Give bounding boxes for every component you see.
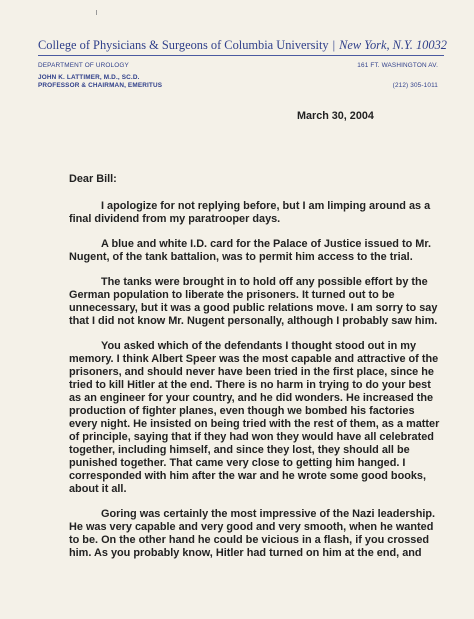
person-title: PROFESSOR & CHAIRMAN, EMERITUS [38,82,163,89]
letterhead-separator: | [332,38,336,52]
paragraph-3: The tanks were brought in to hold off any possible effort by the German population to liberate the prisoners. It turned out to be unnecessary, but it was a good public relations move. I am sorry to say that I did not know Mr. Nugent personally, although I probably saw him. [69,276,438,327]
street-address: 161 FT. WASHINGTON AV. [357,62,438,69]
letter-date: March 30, 2004 [297,110,374,122]
letterhead [38,38,447,53]
paragraph-2: A blue and white I.D. card for the Palace of Justice issued to Mr. Nugent, of the tank battalion, was to permit him access to the trial. [69,238,432,263]
scan-mark [96,10,97,15]
phone-number: (212) 305-1011 [392,81,438,89]
paragraph-4: You asked which of the defendants I thought stood out in my memory. I think Albert Speer was the most capable and attractive of the prisoners, and should never have been tried in the first place, since he tried to kill Hitler at the end. There is no harm in trying to do your best as an engineer for your country, and he did wonders. He increased the production of fighter planes, even though we bombed his factories every night. He insisted on being tried with the rest of them, as a matter of principle, saying that if they had won they would have all celebrated together, including himself, and since they lost, they should all be punished together. That came very close to getting him hanged. I corresponded with him after the war and he wrote some good books, about it all. [69,340,440,495]
institution-name: College of Physicians & Surgeons of Columbia University [38,38,329,52]
salutation: Dear Bill: [69,173,117,185]
address-block [357,62,438,90]
letterhead-city: New York, N.Y. 10032 [339,38,447,52]
department-name: DEPARTMENT OF UROLOGY [38,62,129,69]
paragraph-1: I apologize for not replying before, but I am limping around as a final dividend from my paratrooper days. [69,200,431,225]
letter-body [69,173,441,560]
person-name: JOHN K. LATTIMER, M.D., SC.D. [38,73,140,81]
letterhead-rule [38,55,444,56]
paragraph-5: Goring was certainly the most impressive of the Nazi leadership. He was very capable and very good and very smooth, when he wanted to be. On the other hand he could be vicious in a flash, if you crossed him. As you probably know, Hitler had turned on him at the end, and [69,508,436,559]
department-block [38,62,162,91]
